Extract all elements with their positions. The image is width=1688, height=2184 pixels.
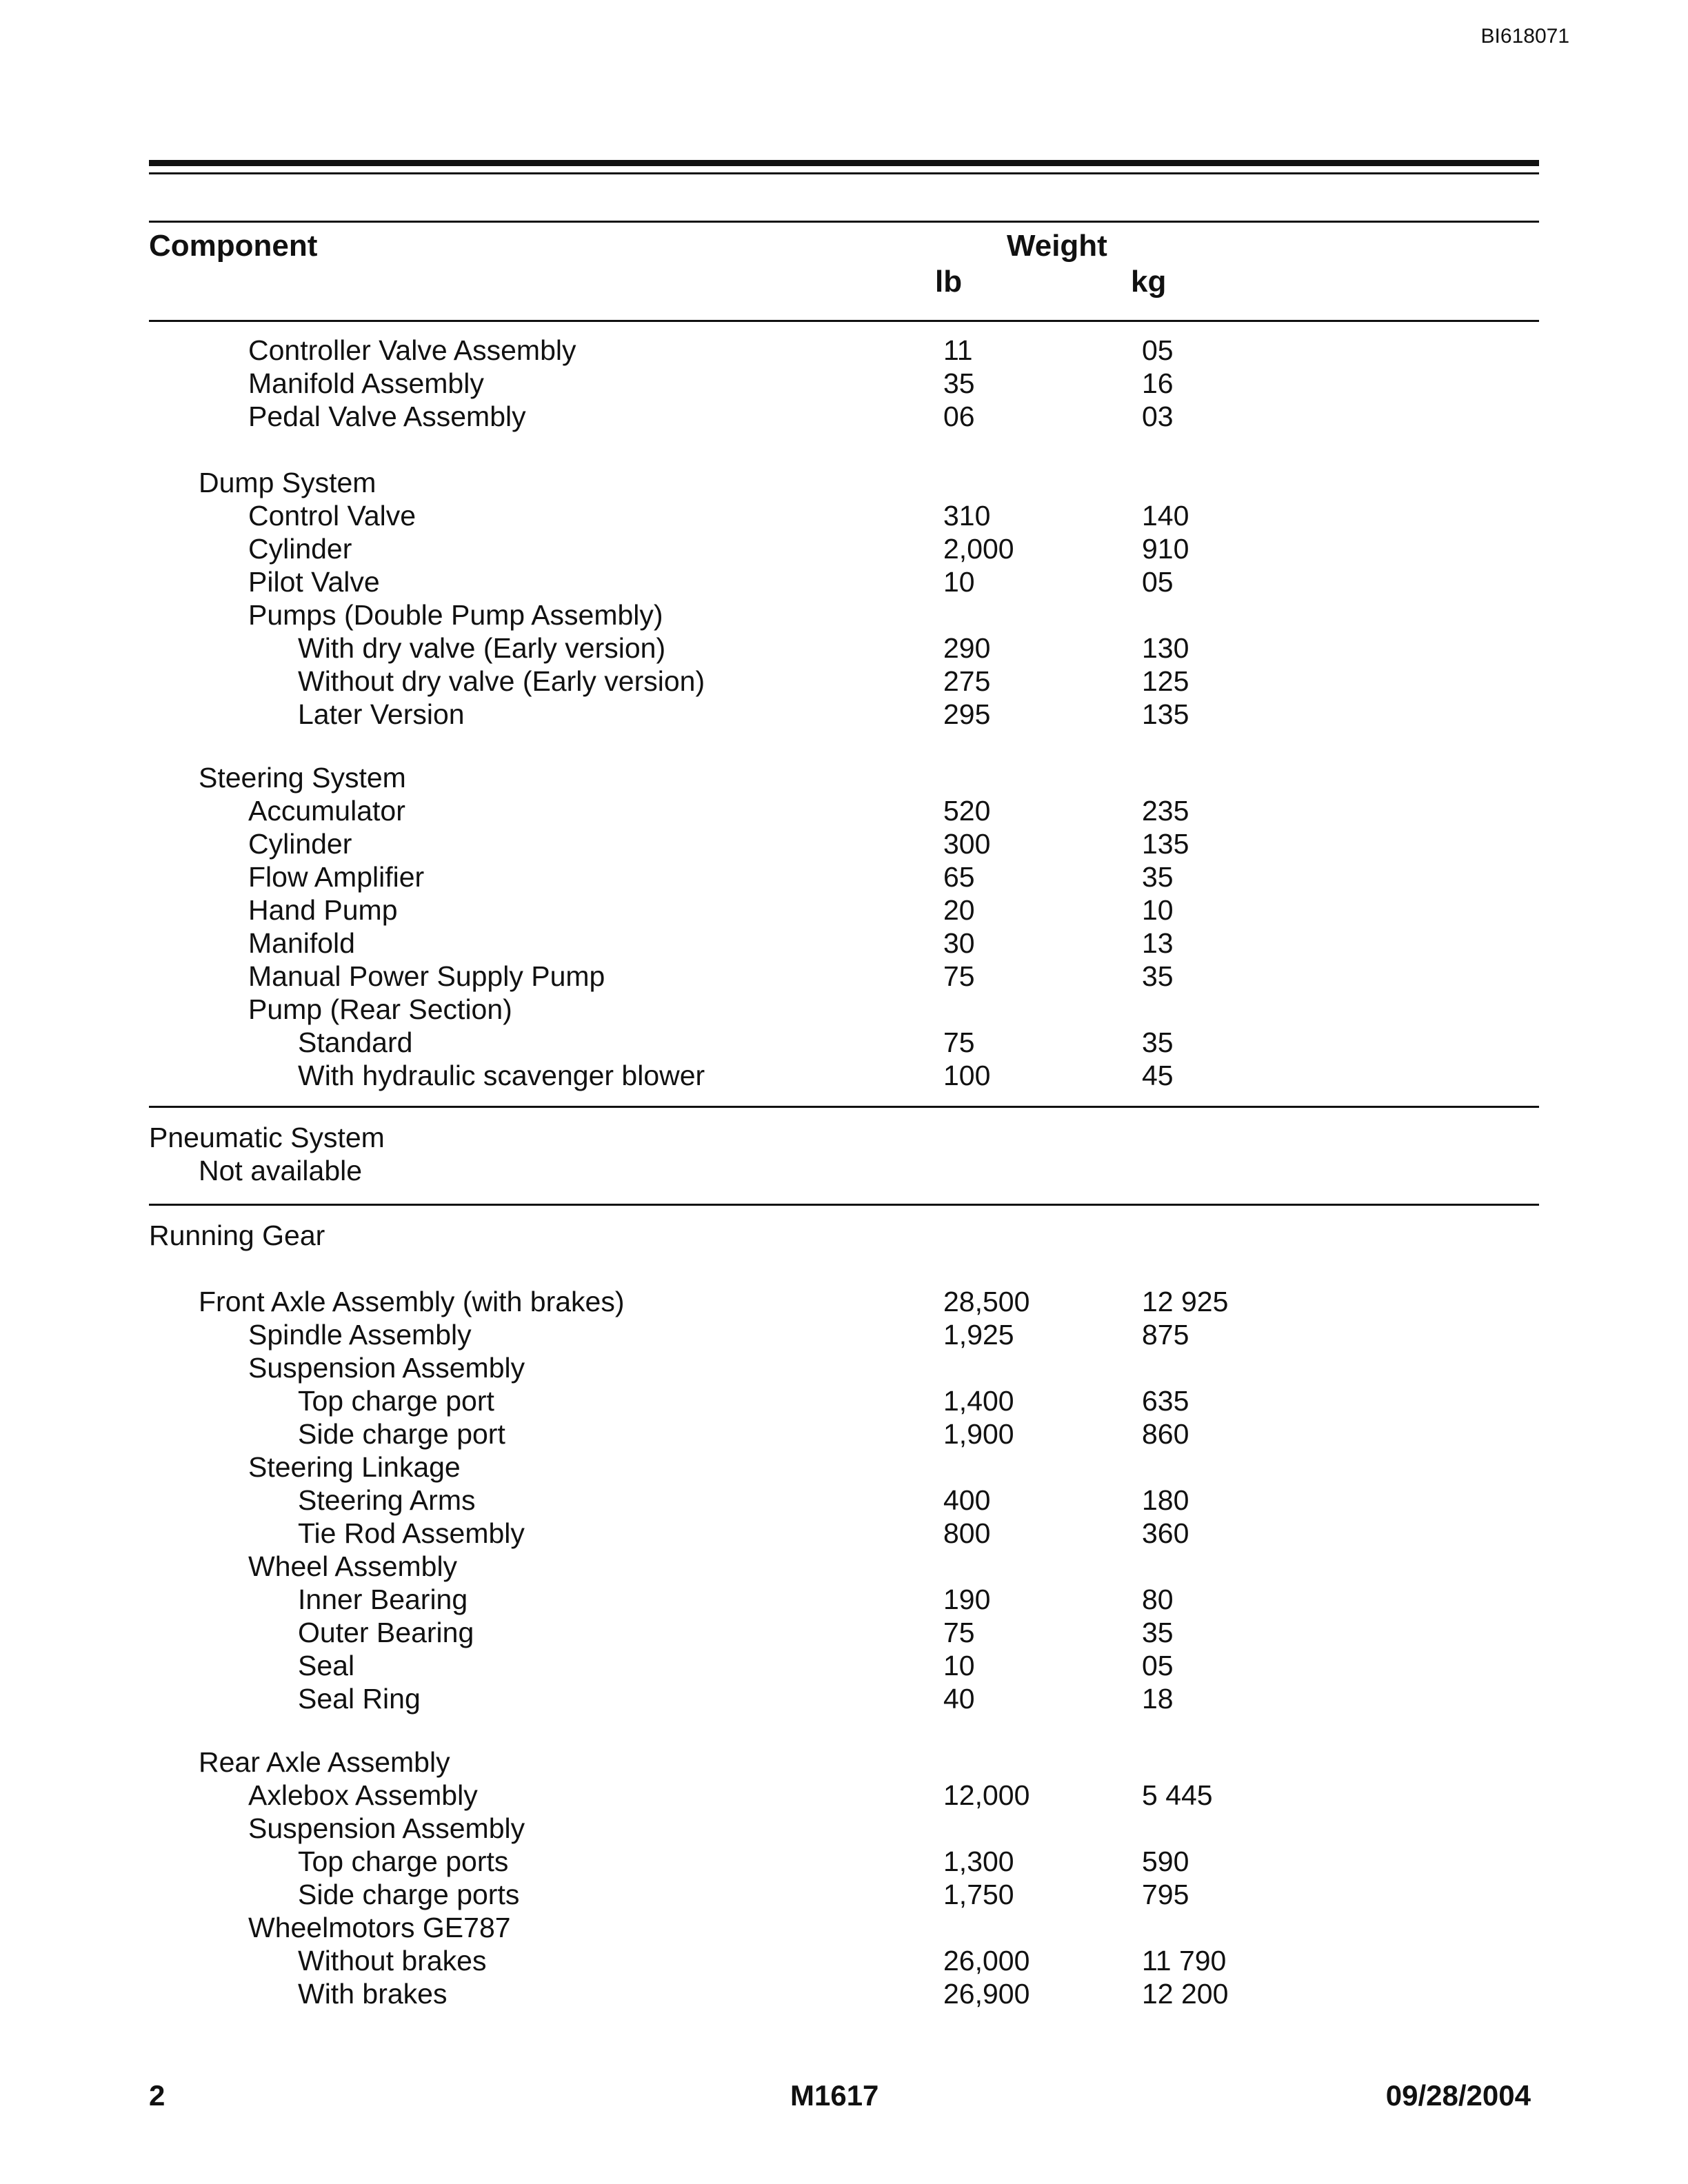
component-label: Controller Valve Assembly bbox=[248, 334, 576, 366]
weight-kg: 12 200 bbox=[1142, 1978, 1229, 2010]
component-label: Standard bbox=[298, 1027, 413, 1058]
weight-lb: 10 bbox=[943, 1650, 975, 1681]
table-row bbox=[0, 400, 1688, 433]
component-label: Steering System bbox=[199, 762, 406, 793]
component-label: Wheelmotors GE787 bbox=[248, 1912, 511, 1943]
table-row bbox=[0, 334, 1688, 367]
table-row bbox=[0, 1059, 1688, 1092]
component-label: Seal bbox=[298, 1650, 355, 1681]
weight-lb: 1,900 bbox=[943, 1418, 1014, 1450]
weight-lb: 11 bbox=[943, 334, 973, 366]
component-label: Manifold bbox=[248, 927, 355, 959]
weight-kg: 35 bbox=[1142, 1617, 1174, 1648]
table-row bbox=[0, 665, 1688, 698]
weight-kg: 05 bbox=[1142, 1650, 1174, 1681]
weight-kg: 12 925 bbox=[1142, 1286, 1229, 1317]
weight-kg: 360 bbox=[1142, 1517, 1189, 1549]
weight-lb: 26,900 bbox=[943, 1978, 1030, 2010]
weight-lb: 10 bbox=[943, 566, 975, 598]
component-label: Control Valve bbox=[248, 500, 416, 532]
weight-lb: 2,000 bbox=[943, 533, 1014, 565]
weight-kg: 180 bbox=[1142, 1484, 1189, 1516]
weight-lb: 65 bbox=[943, 861, 975, 893]
component-label: Steering Linkage bbox=[248, 1451, 461, 1483]
component-label: Steering Arms bbox=[298, 1484, 476, 1516]
component-label: Inner Bearing bbox=[298, 1584, 468, 1615]
table-row bbox=[0, 993, 1688, 1026]
component-label: Suspension Assembly bbox=[248, 1812, 525, 1844]
weight-kg: 135 bbox=[1142, 828, 1189, 860]
table-row bbox=[0, 466, 1688, 499]
table-row bbox=[0, 1026, 1688, 1059]
table-row bbox=[0, 1384, 1688, 1417]
weight-kg: 910 bbox=[1142, 533, 1189, 565]
table-row bbox=[0, 1484, 1688, 1517]
weight-kg: 875 bbox=[1142, 1319, 1189, 1351]
weight-kg: 860 bbox=[1142, 1418, 1189, 1450]
section-rule-running-gear bbox=[149, 1204, 1539, 1206]
weight-lb: 300 bbox=[943, 828, 991, 860]
header-top-rule bbox=[149, 221, 1539, 223]
weight-kg: 35 bbox=[1142, 1027, 1174, 1058]
table-row bbox=[0, 1154, 1688, 1187]
component-label: Seal Ring bbox=[298, 1683, 421, 1715]
header-weight: Weight bbox=[1007, 229, 1107, 263]
weight-kg: 05 bbox=[1142, 334, 1174, 366]
table-row bbox=[0, 1121, 1688, 1154]
weight-kg: 16 bbox=[1142, 367, 1174, 399]
table-row bbox=[0, 1351, 1688, 1384]
weight-lb: 75 bbox=[943, 960, 975, 992]
weight-lb: 35 bbox=[943, 367, 975, 399]
weight-lb: 1,400 bbox=[943, 1385, 1014, 1417]
component-label: Pumps (Double Pump Assembly) bbox=[248, 599, 663, 631]
weight-lb: 26,000 bbox=[943, 1945, 1030, 1976]
header-lb: lb bbox=[935, 265, 963, 299]
weight-kg: 35 bbox=[1142, 861, 1174, 893]
component-label: Tie Rod Assembly bbox=[298, 1517, 525, 1549]
table-row bbox=[0, 1649, 1688, 1682]
component-label: Manual Power Supply Pump bbox=[248, 960, 605, 992]
top-double-rule-thin bbox=[149, 172, 1539, 174]
component-label: Top charge port bbox=[298, 1385, 494, 1417]
header-kg: kg bbox=[1131, 265, 1167, 299]
table-row bbox=[0, 598, 1688, 631]
weight-lb: 295 bbox=[943, 698, 991, 730]
footer-page-number: 2 bbox=[149, 2079, 165, 2112]
table-row bbox=[0, 1977, 1688, 2010]
weight-kg: 125 bbox=[1142, 665, 1189, 697]
weight-kg: 45 bbox=[1142, 1060, 1174, 1091]
component-label: Top charge ports bbox=[298, 1846, 509, 1877]
weight-lb: 290 bbox=[943, 632, 991, 664]
component-label: Dump System bbox=[199, 467, 376, 498]
component-label: Without brakes bbox=[298, 1945, 487, 1976]
table-row bbox=[0, 1616, 1688, 1649]
doc-id: BI618071 bbox=[1480, 25, 1569, 48]
component-label: Side charge port bbox=[298, 1418, 505, 1450]
table-row bbox=[0, 1812, 1688, 1845]
weight-lb: 520 bbox=[943, 795, 991, 827]
weight-lb: 100 bbox=[943, 1060, 991, 1091]
table-row bbox=[0, 367, 1688, 400]
table-row bbox=[0, 1682, 1688, 1715]
component-label: Not available bbox=[199, 1155, 363, 1186]
component-label: Accumulator bbox=[248, 795, 405, 827]
table-row bbox=[0, 1318, 1688, 1351]
table-row bbox=[0, 960, 1688, 993]
weight-kg: 590 bbox=[1142, 1846, 1189, 1877]
component-label: Cylinder bbox=[248, 828, 352, 860]
component-label: Hand Pump bbox=[248, 894, 398, 926]
weight-kg: 130 bbox=[1142, 632, 1189, 664]
footer-model: M1617 bbox=[790, 2079, 879, 2112]
weight-kg: 635 bbox=[1142, 1385, 1189, 1417]
weight-lb: 275 bbox=[943, 665, 991, 697]
table-row bbox=[0, 827, 1688, 860]
weight-kg: 03 bbox=[1142, 401, 1174, 432]
table-row bbox=[0, 1417, 1688, 1450]
weight-lb: 28,500 bbox=[943, 1286, 1030, 1317]
table-row bbox=[0, 1779, 1688, 1812]
component-label: Outer Bearing bbox=[298, 1617, 474, 1648]
component-label: Flow Amplifier bbox=[248, 861, 425, 893]
weight-lb: 30 bbox=[943, 927, 975, 959]
table-row bbox=[0, 927, 1688, 960]
weight-kg: 795 bbox=[1142, 1879, 1189, 1910]
weight-kg: 10 bbox=[1142, 894, 1174, 926]
table-row bbox=[0, 1845, 1688, 1878]
weight-lb: 06 bbox=[943, 401, 975, 432]
footer-date: 09/28/2004 bbox=[1385, 2079, 1531, 2112]
header-component: Component bbox=[149, 229, 318, 263]
table-row bbox=[0, 1746, 1688, 1779]
component-label: Cylinder bbox=[248, 533, 352, 565]
weight-lb: 75 bbox=[943, 1617, 975, 1648]
component-label: Suspension Assembly bbox=[248, 1352, 525, 1384]
component-label: With dry valve (Early version) bbox=[298, 632, 666, 664]
component-label: Wheel Assembly bbox=[248, 1550, 458, 1582]
component-label: Later Version bbox=[298, 698, 465, 730]
weight-lb: 1,300 bbox=[943, 1846, 1014, 1877]
weight-kg: 5 445 bbox=[1142, 1779, 1213, 1811]
table-row bbox=[0, 499, 1688, 532]
table-row bbox=[0, 532, 1688, 565]
top-double-rule bbox=[149, 160, 1539, 166]
section-rule-pneumatic bbox=[149, 1106, 1539, 1108]
component-label: With brakes bbox=[298, 1978, 448, 2010]
weight-kg: 140 bbox=[1142, 500, 1189, 532]
weight-lb: 190 bbox=[943, 1584, 991, 1615]
component-label: Manifold Assembly bbox=[248, 367, 484, 399]
component-label: Pump (Rear Section) bbox=[248, 993, 512, 1025]
component-label: Rear Axle Assembly bbox=[199, 1746, 450, 1778]
weight-lb: 20 bbox=[943, 894, 975, 926]
table-row bbox=[0, 1450, 1688, 1484]
table-row bbox=[0, 761, 1688, 794]
component-label: Front Axle Assembly (with brakes) bbox=[199, 1286, 625, 1317]
weight-lb: 40 bbox=[943, 1683, 975, 1715]
component-label: With hydraulic scavenger blower bbox=[298, 1060, 705, 1091]
weight-lb: 1,750 bbox=[943, 1879, 1014, 1910]
component-label: Side charge ports bbox=[298, 1879, 520, 1910]
weight-kg: 80 bbox=[1142, 1584, 1174, 1615]
table-row bbox=[0, 698, 1688, 731]
component-label: Spindle Assembly bbox=[248, 1319, 472, 1351]
weight-lb: 75 bbox=[943, 1027, 975, 1058]
table-row bbox=[0, 1944, 1688, 1977]
table-row bbox=[0, 860, 1688, 893]
header-bottom-rule bbox=[149, 320, 1539, 322]
component-label: Pedal Valve Assembly bbox=[248, 401, 526, 432]
weight-lb: 12,000 bbox=[943, 1779, 1030, 1811]
weight-lb: 400 bbox=[943, 1484, 991, 1516]
table-row bbox=[0, 1550, 1688, 1583]
table-row bbox=[0, 565, 1688, 598]
weight-kg: 18 bbox=[1142, 1683, 1174, 1715]
weight-kg: 235 bbox=[1142, 795, 1189, 827]
component-label: Without dry valve (Early version) bbox=[298, 665, 705, 697]
component-label: Running Gear bbox=[149, 1220, 325, 1251]
component-label: Pneumatic System bbox=[149, 1122, 385, 1153]
weight-kg: 11 790 bbox=[1142, 1945, 1227, 1976]
weight-lb: 800 bbox=[943, 1517, 991, 1549]
table-row bbox=[0, 1878, 1688, 1911]
table-row bbox=[0, 1285, 1688, 1318]
table-row bbox=[0, 1583, 1688, 1616]
component-label: Axlebox Assembly bbox=[248, 1779, 478, 1811]
weight-lb: 310 bbox=[943, 500, 991, 532]
table-row bbox=[0, 1219, 1688, 1252]
table-row bbox=[0, 631, 1688, 665]
component-label: Pilot Valve bbox=[248, 566, 380, 598]
table-row bbox=[0, 893, 1688, 927]
table-row bbox=[0, 1911, 1688, 1944]
weight-kg: 135 bbox=[1142, 698, 1189, 730]
weight-lb: 1,925 bbox=[943, 1319, 1014, 1351]
weight-kg: 13 bbox=[1142, 927, 1174, 959]
weight-kg: 35 bbox=[1142, 960, 1174, 992]
table-row bbox=[0, 794, 1688, 827]
weight-kg: 05 bbox=[1142, 566, 1174, 598]
table-row bbox=[0, 1517, 1688, 1550]
